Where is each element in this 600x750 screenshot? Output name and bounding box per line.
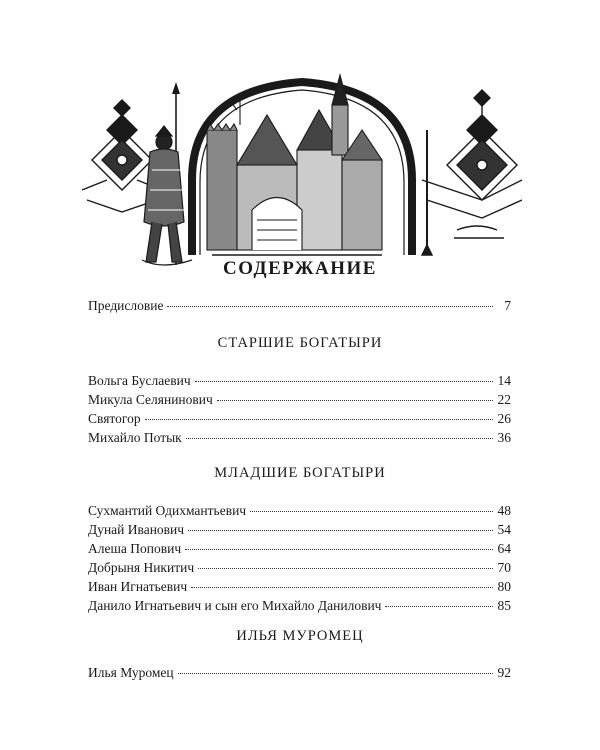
entry-title: Вольга Буслаевич xyxy=(88,373,191,388)
dot-leader xyxy=(195,381,493,382)
entry-page: 70 xyxy=(497,560,511,575)
toc-entry[interactable] xyxy=(88,392,511,408)
entry-page: 54 xyxy=(497,522,511,537)
dot-leader xyxy=(217,400,493,401)
section-title: ИЛЬЯ МУРОМЕЦ xyxy=(236,628,364,644)
entry-page: 36 xyxy=(497,430,511,445)
entry-page: 85 xyxy=(497,598,511,613)
section-title: МЛАДШИЕ БОГАТЫРИ xyxy=(214,465,386,481)
toc-entry[interactable] xyxy=(88,541,511,557)
toc-entry[interactable] xyxy=(88,579,511,595)
entry-page: 22 xyxy=(497,392,511,407)
entry-title: Дунай Иванович xyxy=(88,522,185,537)
dot-leader xyxy=(191,587,493,588)
dot-leader xyxy=(250,511,493,512)
warrior-figure xyxy=(142,126,192,265)
contents-heading: СОДЕРЖАНИЕ xyxy=(223,258,377,279)
entry-page: 64 xyxy=(497,541,511,556)
entry-title: Данило Игнатьевич и сын его Михайло Данилович xyxy=(88,598,382,613)
entry-title: Святогор xyxy=(88,411,141,426)
entry-page: 80 xyxy=(497,579,511,594)
toc-entry[interactable] xyxy=(88,598,511,614)
entry-page: 92 xyxy=(497,665,511,680)
toc-entry[interactable] xyxy=(88,298,511,314)
toc-entry[interactable] xyxy=(88,430,511,446)
entry-title: Михайло Потык xyxy=(88,430,182,445)
toc-entry[interactable] xyxy=(88,411,511,427)
dot-leader xyxy=(178,673,493,674)
right-ornament xyxy=(422,90,522,255)
dot-leader xyxy=(145,419,493,420)
header-illustration xyxy=(82,70,522,285)
entry-title: Микула Селянинович xyxy=(88,392,213,407)
toc-entry[interactable] xyxy=(88,522,511,538)
dot-leader xyxy=(167,306,493,307)
entry-page: 48 xyxy=(497,503,511,518)
entry-title: Иван Игнатьевич xyxy=(88,579,188,594)
section-title: СТАРШИЕ БОГАТЫРИ xyxy=(217,335,383,351)
toc-entry[interactable] xyxy=(88,373,511,389)
entry-page: 14 xyxy=(497,373,511,388)
dot-leader xyxy=(198,568,493,569)
dot-leader xyxy=(188,530,493,531)
entry-page: 26 xyxy=(497,411,511,426)
entry-title: Сухмантий Одихмантьевич xyxy=(88,503,247,518)
entry-title: Илья Муромец xyxy=(88,665,174,680)
dot-leader xyxy=(385,606,493,607)
dot-leader xyxy=(185,549,493,550)
dot-leader xyxy=(186,438,493,439)
toc-entry[interactable] xyxy=(88,560,511,576)
entry-title: Алеша Попович xyxy=(88,541,182,556)
entry-title: Предисловие xyxy=(88,298,164,313)
toc-entry[interactable] xyxy=(88,503,511,519)
entry-title: Добрыня Никитич xyxy=(88,560,195,575)
toc-entry[interactable] xyxy=(88,665,511,681)
entry-page: 7 xyxy=(504,298,511,313)
